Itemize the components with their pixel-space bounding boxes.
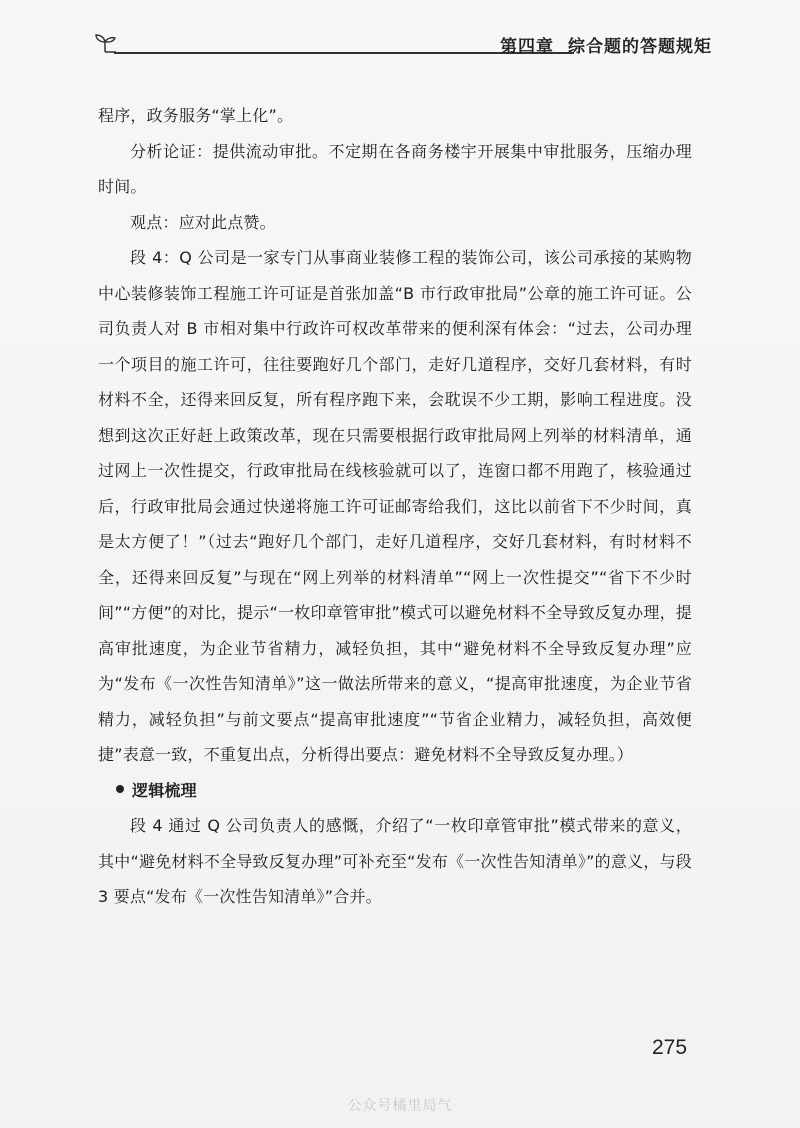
paragraph-section-4: 段 4：Q 公司是一家专门从事商业装修工程的装饰公司，该公司承接的某购物中心装修装饰工程施工许可证是首张加盖“B 市行政审批局”公章的施工许可证。公司负责人对 B 市相对集中行政许可权改革带来的便利深有体会：“过去，公司办理一个项目的施工许可，往往要跑好几个部门，走好几道程序，交好几套材料，有时材料不全，还得来回反复，所有程序跑下来，会耽误不少工期，影响工程进度。没想到这次正好赶上政策改革，现在只需要根据行政审批局网上列举的材料清单，通过网上一次性提交，行政审批局在线核验就可以了，连窗口都不用跑了，核验通过后，行政审批局会通过快递将施工许可证邮寄给我们，这比以前省下不少时间，真是太方便了！”（过去“跑好几个部门，走好几道程序，交好几套材料，有时材料不全，还得来回反复”与现在“网上列举的材料清单”“网上一次性提交”“省下不少时间”“方便”的对比，提示“一枚印章管审批”模式可以避免材料不全导致反复办理，提高审批速度，为企业节省精力，减轻负担，其中“避免材料不全导致反复办理”应为“发布《一次性告知清单》”这一做法所带来的意义，“提高审批速度，为企业节省精力，减轻负担”与前文要点“提高审批速度”“节省企业精力，减轻负担，高效便捷”表意一致，不重复出点，分析得出要点：避免材料不全导致反复办理。）	[98, 248, 692, 764]
paragraph-continuation: 程序，政务服务“掌上化”。	[98, 106, 294, 125]
running-header	[92, 30, 712, 60]
section-heading-text: 逻辑梳理	[132, 780, 197, 800]
watermark: 公众号橘里局气	[347, 1098, 453, 1114]
paragraph-viewpoint: 观点：应对此点赞。	[130, 212, 276, 232]
paragraph-logic-summary: 段 4 通过 Q 公司负责人的感慨，介绍了“一枚印章管审批”模式带来的意义，其中“避免材料不全导致反复办理”可补充至“发布《一次性告知清单》”的意义，与段 3 要点“发布《一次性告知清单》”合并。	[98, 816, 692, 906]
section-heading	[98, 773, 692, 809]
paragraph-analysis: 分析论证：提供流动审批。不定期在各商务楼宇开展集中审批服务，压缩办理时间。	[98, 141, 692, 196]
bullet-icon	[116, 785, 124, 793]
chapter-number: 第四章	[500, 37, 554, 57]
page-number: 275	[652, 1036, 688, 1059]
body-text	[98, 98, 692, 915]
chapter-title	[500, 32, 712, 57]
chapter-name: 综合题的答题规矩	[568, 37, 712, 57]
